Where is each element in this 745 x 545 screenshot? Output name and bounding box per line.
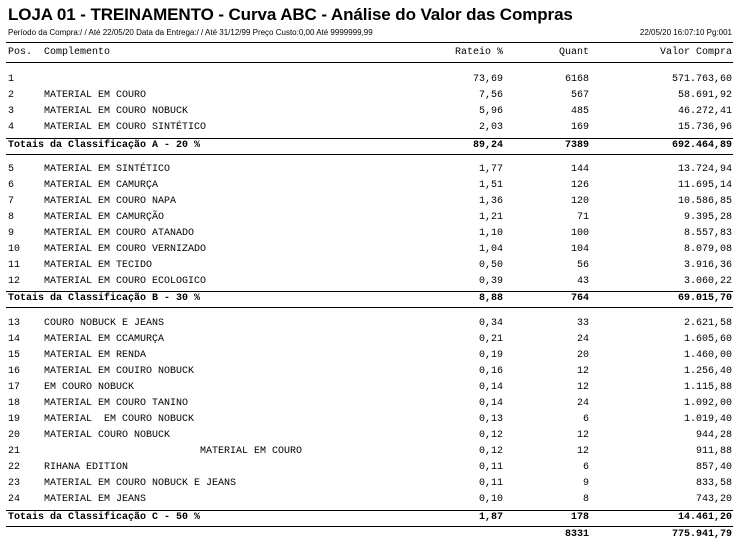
table-row xyxy=(0,493,745,507)
cell-valor: 1.460,00 xyxy=(683,350,732,361)
table-row xyxy=(0,89,745,103)
cell-valor: 8.079,08 xyxy=(683,244,732,255)
cell-pos: 14 xyxy=(8,334,21,345)
cell-pos: 20 xyxy=(8,430,21,441)
cell-pos: 11 xyxy=(8,260,21,271)
column-header-row xyxy=(0,46,745,60)
cell-quant: 169 xyxy=(570,122,589,133)
cell-quant: 8 xyxy=(582,494,589,505)
cell-rateio: 0,11 xyxy=(478,462,503,473)
totals-row-b xyxy=(0,292,745,306)
cell-pos: 19 xyxy=(8,414,21,425)
table-row xyxy=(0,397,745,411)
cell-quant: 9 xyxy=(582,478,589,489)
cell-pos: 12 xyxy=(8,276,21,287)
cell-valor: 58.691,92 xyxy=(677,90,732,101)
cell-pos: 3 xyxy=(8,106,15,117)
cell-complemento: MATERIAL EM CAMURÇÃO xyxy=(44,212,165,223)
totals-label: Totais da Classificação C - 50 % xyxy=(8,512,201,523)
table-row xyxy=(0,259,745,273)
column-header-complemento: Complemento xyxy=(44,47,111,58)
totals-valor: 69.015,70 xyxy=(677,293,732,304)
table-row xyxy=(0,73,745,87)
column-header-quant: Quant xyxy=(558,47,589,58)
cell-quant: 12 xyxy=(576,446,589,457)
table-row xyxy=(0,179,745,193)
cell-valor: 3.916,36 xyxy=(683,260,732,271)
totals-valor: 14.461,20 xyxy=(677,512,732,523)
cell-rateio: 1,77 xyxy=(478,164,503,175)
totals-quant: 7389 xyxy=(564,140,589,151)
table-row xyxy=(0,121,745,135)
column-header-valor: Valor Compra xyxy=(659,47,732,58)
table-row xyxy=(0,429,745,443)
cell-complemento: MATERIAL EM RENDA xyxy=(44,350,147,361)
table-row xyxy=(0,333,745,347)
cell-valor: 1.092,00 xyxy=(683,398,732,409)
cell-pos: 9 xyxy=(8,228,15,239)
grand-total-row xyxy=(0,528,745,542)
totals-label: Totais da Classificação B - 30 % xyxy=(8,293,201,304)
totals-rateio: 8,88 xyxy=(478,293,503,304)
cell-rateio: 0,19 xyxy=(478,350,503,361)
cell-valor: 8.557,83 xyxy=(683,228,732,239)
report-timestamp: 22/05/20 16:07:10 Pg:001 xyxy=(639,28,732,37)
cell-quant: 12 xyxy=(576,430,589,441)
cell-complemento: MATERIAL EM COURO NOBUCK xyxy=(44,106,189,117)
cell-pos: 8 xyxy=(8,212,15,223)
cell-quant: 144 xyxy=(570,164,589,175)
cell-complemento: MATERIAL EM COURO NOBUCK E JEANS xyxy=(44,478,237,489)
cell-complemento: MATERIAL EM TECIDO xyxy=(44,260,153,271)
cell-complemento: MATERIAL EM COURO ECOLOGICO xyxy=(44,276,207,287)
table-row xyxy=(0,365,745,379)
cell-rateio: 1,04 xyxy=(478,244,503,255)
cell-quant: 71 xyxy=(576,212,589,223)
divider-after-a xyxy=(6,154,733,155)
cell-complemento: MATERIAL EM COURO TANINO xyxy=(44,398,189,409)
table-row xyxy=(0,461,745,475)
cell-rateio: 0,34 xyxy=(478,318,503,329)
cell-rateio: 0,14 xyxy=(478,398,503,409)
cell-rateio: 1,36 xyxy=(478,196,503,207)
table-row xyxy=(0,211,745,225)
cell-pos: 17 xyxy=(8,382,21,393)
cell-pos: 6 xyxy=(8,180,15,191)
totals-label: Totais da Classificação A - 20 % xyxy=(8,140,201,151)
totals-valor: 692.464,89 xyxy=(671,140,732,151)
cell-quant: 24 xyxy=(576,334,589,345)
cell-pos: 10 xyxy=(8,244,21,255)
cell-quant: 20 xyxy=(576,350,589,361)
cell-valor: 2.621,58 xyxy=(683,318,732,329)
cell-rateio: 0,10 xyxy=(478,494,503,505)
cell-complemento: MATERIAL EM COURO xyxy=(44,90,147,101)
cell-rateio: 0,21 xyxy=(478,334,503,345)
cell-pos: 5 xyxy=(8,164,15,175)
totals-quant: 764 xyxy=(570,293,589,304)
cell-quant: 120 xyxy=(570,196,589,207)
cell-rateio: 1,10 xyxy=(478,228,503,239)
cell-rateio: 0,50 xyxy=(478,260,503,271)
cell-complemento: MATERIAL EM COURO SINTÉTICO xyxy=(44,122,207,133)
cell-valor: 1.019,40 xyxy=(683,414,732,425)
cell-quant: 24 xyxy=(576,398,589,409)
cell-complemento: MATERIAL EM CCAMURÇA xyxy=(44,334,165,345)
cell-valor: 1.256,40 xyxy=(683,366,732,377)
cell-quant: 6168 xyxy=(564,74,589,85)
cell-valor: 9.395,28 xyxy=(683,212,732,223)
grand-total-valor: 775.941,79 xyxy=(671,529,732,540)
cell-valor: 46.272,41 xyxy=(677,106,732,117)
cell-complemento: MATERIAL EM JEANS xyxy=(44,494,147,505)
cell-quant: 6 xyxy=(582,414,589,425)
cell-complemento: MATERIAL EM SINTÉTICO xyxy=(44,164,171,175)
cell-complemento: EM COURO NOBUCK xyxy=(44,382,135,393)
cell-rateio: 0,12 xyxy=(478,430,503,441)
cell-rateio: 1,51 xyxy=(478,180,503,191)
cell-pos: 1 xyxy=(8,74,15,85)
table-row xyxy=(0,445,745,459)
cell-valor: 857,40 xyxy=(695,462,732,473)
cell-valor: 10.586,85 xyxy=(677,196,732,207)
table-row xyxy=(0,227,745,241)
table-row xyxy=(0,243,745,257)
table-row xyxy=(0,381,745,395)
cell-complemento: MATERIAL EM COURO ATANADO xyxy=(44,228,195,239)
cell-complemento: MATERIAL EM COUIRO NOBUCK xyxy=(44,366,195,377)
cell-rateio: 2,03 xyxy=(478,122,503,133)
cell-rateio: 1,21 xyxy=(478,212,503,223)
cell-complemento: MATERIAL EM COURO NAPA xyxy=(44,196,177,207)
cell-complemento: MATERIAL COURO NOBUCK xyxy=(44,430,171,441)
table-row xyxy=(0,275,745,289)
cell-quant: 100 xyxy=(570,228,589,239)
cell-rateio: 0,13 xyxy=(478,414,503,425)
cell-pos: 15 xyxy=(8,350,21,361)
table-row xyxy=(0,477,745,491)
totals-row-a xyxy=(0,139,745,153)
cell-pos: 16 xyxy=(8,366,21,377)
totals-rateio: 1,87 xyxy=(478,512,503,523)
cell-rateio: 0,16 xyxy=(478,366,503,377)
cell-rateio: 73,69 xyxy=(472,74,503,85)
grand-total-quant: 8331 xyxy=(564,529,589,540)
cell-pos: 4 xyxy=(8,122,15,133)
cell-valor: 833,58 xyxy=(695,478,732,489)
cell-complemento: COURO NOBUCK E JEANS xyxy=(44,318,165,329)
cell-valor: 571.763,60 xyxy=(671,74,732,85)
table-row xyxy=(0,317,745,331)
cell-pos: 2 xyxy=(8,90,15,101)
report-filters: Período da Compra:/ / Até 22/05/20 Data da Entrega:/ / Até 31/12/99 Preço Custo:0,00 Até 9999999,99 xyxy=(8,28,373,37)
cell-complemento: MATERIAL EM COURO xyxy=(44,446,303,457)
cell-valor: 911,88 xyxy=(695,446,732,457)
cell-rateio: 5,96 xyxy=(478,106,503,117)
table-row xyxy=(0,349,745,363)
cell-quant: 6 xyxy=(582,462,589,473)
cell-valor: 13.724,94 xyxy=(677,164,732,175)
cell-rateio: 0,14 xyxy=(478,382,503,393)
report-title: LOJA 01 - TREINAMENTO - Curva ABC - Análise do Valor das Compras xyxy=(8,5,573,24)
table-row xyxy=(0,413,745,427)
cell-valor: 15.736,96 xyxy=(677,122,732,133)
cell-pos: 22 xyxy=(8,462,21,473)
totals-row-c xyxy=(0,511,745,525)
divider-after-b xyxy=(6,307,733,308)
cell-pos: 23 xyxy=(8,478,21,489)
cell-rateio: 0,12 xyxy=(478,446,503,457)
cell-quant: 12 xyxy=(576,382,589,393)
cell-pos: 18 xyxy=(8,398,21,409)
cell-valor: 1.605,60 xyxy=(683,334,732,345)
table-row xyxy=(0,163,745,177)
column-header-rateio: Rateio % xyxy=(454,47,503,58)
totals-rateio: 89,24 xyxy=(472,140,503,151)
cell-quant: 126 xyxy=(570,180,589,191)
table-row xyxy=(0,105,745,119)
cell-complemento: MATERIAL EM COURO NOBUCK xyxy=(44,414,195,425)
totals-quant: 178 xyxy=(570,512,589,523)
cell-pos: 24 xyxy=(8,494,21,505)
cell-pos: 7 xyxy=(8,196,15,207)
cell-pos: 13 xyxy=(8,318,21,329)
cell-quant: 56 xyxy=(576,260,589,271)
cell-valor: 11.695,14 xyxy=(677,180,732,191)
cell-rateio: 0,39 xyxy=(478,276,503,287)
cell-valor: 1.115,88 xyxy=(683,382,732,393)
cell-quant: 33 xyxy=(576,318,589,329)
cell-valor: 944,28 xyxy=(695,430,732,441)
cell-rateio: 0,11 xyxy=(478,478,503,489)
cell-quant: 567 xyxy=(570,90,589,101)
header-bottom-divider xyxy=(6,62,733,63)
cell-rateio: 7,56 xyxy=(478,90,503,101)
cell-complemento: MATERIAL EM CAMURÇA xyxy=(44,180,159,191)
cell-complemento: MATERIAL EM COURO VERNIZADO xyxy=(44,244,207,255)
column-header-pos: Pos. xyxy=(8,47,33,58)
cell-valor: 3.060,22 xyxy=(683,276,732,287)
cell-valor: 743,20 xyxy=(695,494,732,505)
table-row xyxy=(0,195,745,209)
divider-grand-total xyxy=(6,526,733,527)
cell-pos: 21 xyxy=(8,446,21,457)
cell-quant: 12 xyxy=(576,366,589,377)
header-top-divider xyxy=(6,42,733,43)
cell-quant: 43 xyxy=(576,276,589,287)
cell-complemento: RIHANA EDITION xyxy=(44,462,129,473)
cell-quant: 104 xyxy=(570,244,589,255)
cell-quant: 485 xyxy=(570,106,589,117)
